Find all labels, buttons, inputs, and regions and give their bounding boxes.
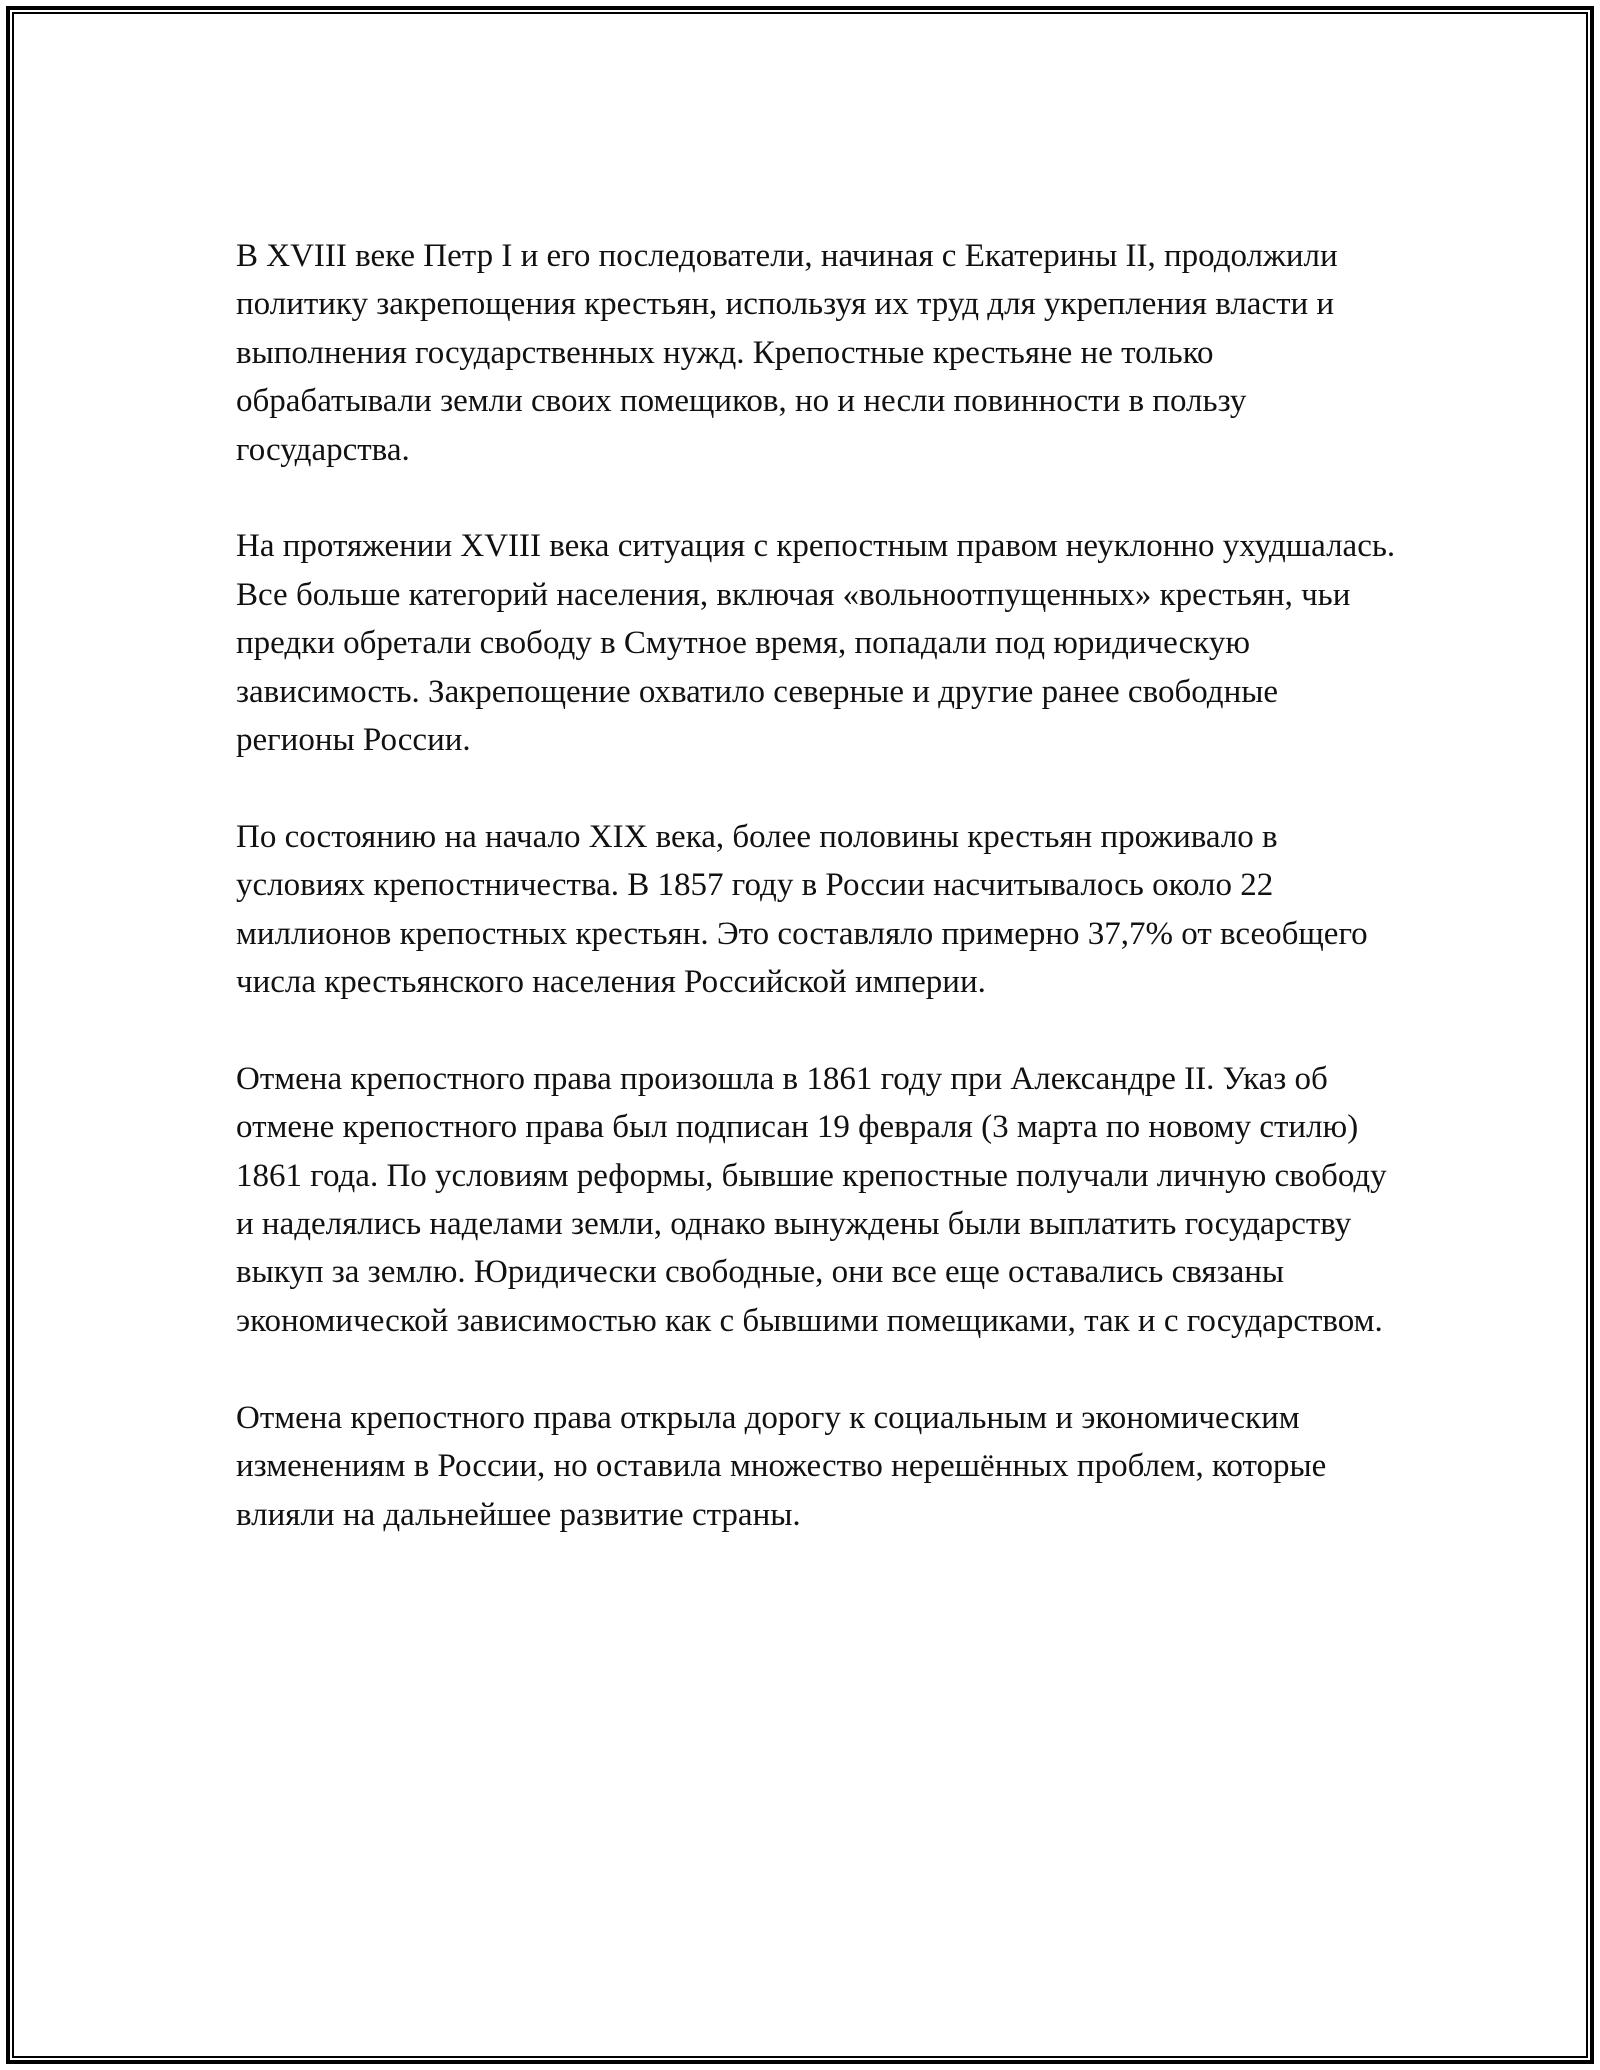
paragraph-3: По состоянию на начало XIX века, более половины крестьян проживало в условиях крепостничества. В 1857 году в России насчитывалось около 22 миллионов крепостных крестьян. Это составляло примерно 37,7% от всеобщего числа крестьянского населения Российской империи. bbox=[236, 818, 1368, 1001]
document-body bbox=[236, 232, 1396, 1587]
paragraph-5: Отмена крепостного права открыла дорогу к социальным и экономическим изменениям в России, но оставила множество нерешённых проблем, которые влияли на дальнейшее развитие страны. bbox=[236, 1399, 1327, 1533]
paragraph-4: Отмена крепостного права произошла в 1861 году при Александре II. Указ об отмене крепостного права был подписан 19 февраля (3 марта по новому стилю) 1861 года. По условиям реформы, бывшие крепостные получали личную свободу и наделялись наделами земли, однако вынуждены были выплатить государству выкуп за землю. Юридически свободные, они все еще оставались связаны экономической зависимостью как с бывшими помещиками, так и с государством. bbox=[236, 1060, 1387, 1339]
paragraph-1: В XVIII веке Петр I и его последователи, начиная с Екатерины II, продолжили политику закрепощения крестьян, используя их труд для укрепления власти и выполнения государственных нужд. Крепостные крестьяне не только обрабатывали земли своих помещиков, но и несли повинности в пользу государства. bbox=[236, 238, 1338, 468]
paragraph-2: На протяжении XVIII века ситуация с крепостным правом неуклонно ухудшалась. Все больше категорий населения, включая «вольноотпущенных» крестьян, чьи предки обретали свободу в Смутное время, попадали под юридическую зависимость. Закрепощение охватило северные и другие ранее свободные регионы России. bbox=[236, 528, 1396, 759]
